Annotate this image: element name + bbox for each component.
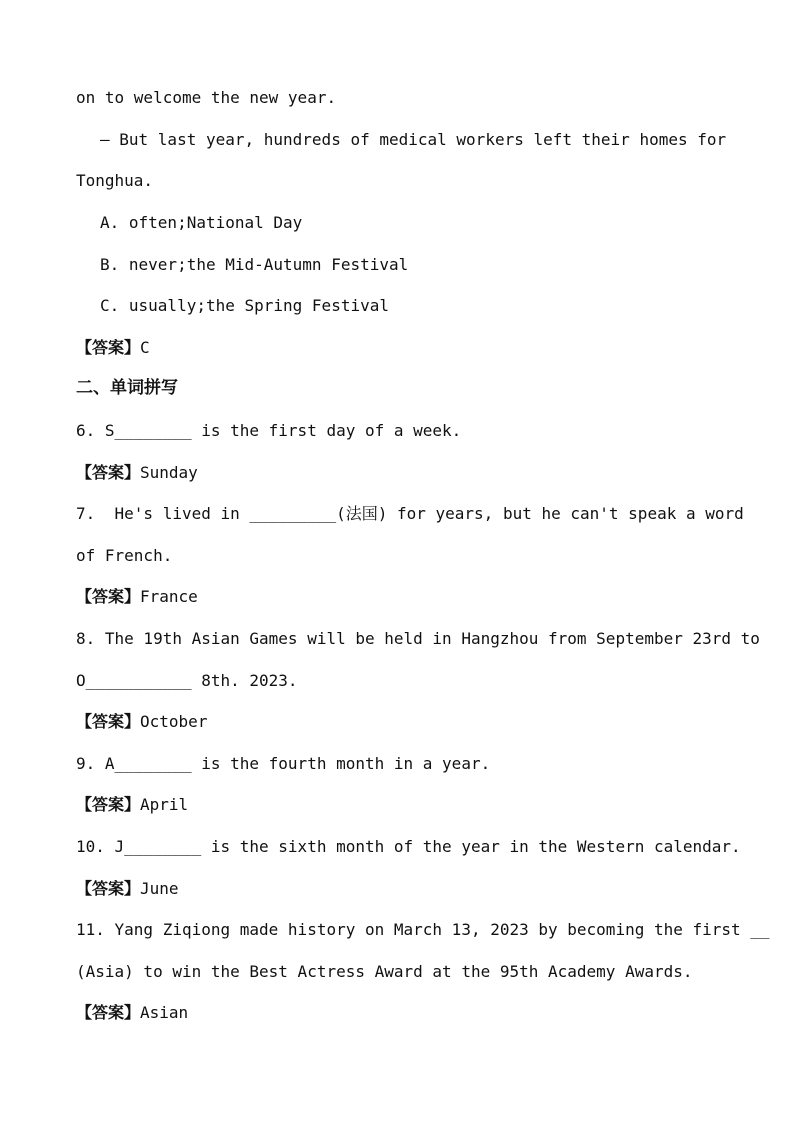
question-10: 10. J________ is the sixth month of the year in the Western calendar. bbox=[76, 837, 741, 856]
answer-8 bbox=[76, 712, 754, 732]
answer-value: June bbox=[140, 879, 179, 898]
answer-5 bbox=[76, 338, 754, 358]
answer-value: October bbox=[140, 712, 208, 731]
option-c: C. usually;the Spring Festival bbox=[100, 296, 389, 315]
answer-value: Sunday bbox=[140, 463, 198, 482]
answer-value: April bbox=[140, 795, 189, 814]
question-6: 6. S________ is the first day of a week. bbox=[76, 421, 462, 440]
answer-label: 【答案】 bbox=[76, 463, 141, 482]
option-b: B. never;the Mid-Autumn Festival bbox=[100, 255, 409, 274]
answer-label: 【答案】 bbox=[76, 1003, 141, 1022]
question-7-line-1: 7. He's lived in _________(法国) for years, but he can't speak a word bbox=[76, 504, 744, 523]
answer-label: 【答案】 bbox=[76, 587, 141, 606]
answer-value: France bbox=[140, 587, 198, 606]
answer-11 bbox=[76, 1003, 754, 1023]
option-a: A. often;National Day bbox=[100, 213, 303, 232]
question-11-line-1: 11. Yang Ziqiong made history on March 13, 2023 by becoming the first __ bbox=[76, 920, 770, 939]
answer-label: 【答案】 bbox=[76, 795, 141, 814]
question-11-line-2: (Asia) to win the Best Actress Award at the 95th Academy Awards. bbox=[76, 962, 693, 981]
question-5-reply-continuation: Tonghua. bbox=[76, 171, 154, 190]
answer-7 bbox=[76, 587, 754, 607]
answer-label: 【答案】 bbox=[76, 879, 141, 898]
answer-10 bbox=[76, 879, 754, 899]
section-heading-spelling: 二、单词拼写 bbox=[76, 378, 178, 398]
answer-label: 【答案】 bbox=[76, 712, 141, 731]
answer-9 bbox=[76, 795, 754, 815]
answer-value: C bbox=[140, 338, 150, 357]
question-5-reply-line: — But last year, hundreds of medical workers left their homes for bbox=[100, 130, 727, 149]
question-8-line-1: 8. The 19th Asian Games will be held in Hangzhou from September 23rd to bbox=[76, 629, 760, 648]
question-7-line-2: of French. bbox=[76, 546, 173, 565]
question-9: 9. A________ is the fourth month in a year. bbox=[76, 754, 491, 773]
answer-label: 【答案】 bbox=[76, 338, 141, 357]
answer-6 bbox=[76, 463, 754, 483]
question-8-line-2: O___________ 8th. 2023. bbox=[76, 671, 298, 690]
answer-value: Asian bbox=[140, 1003, 189, 1022]
question-5-continuation-line: on to welcome the new year. bbox=[76, 88, 337, 107]
